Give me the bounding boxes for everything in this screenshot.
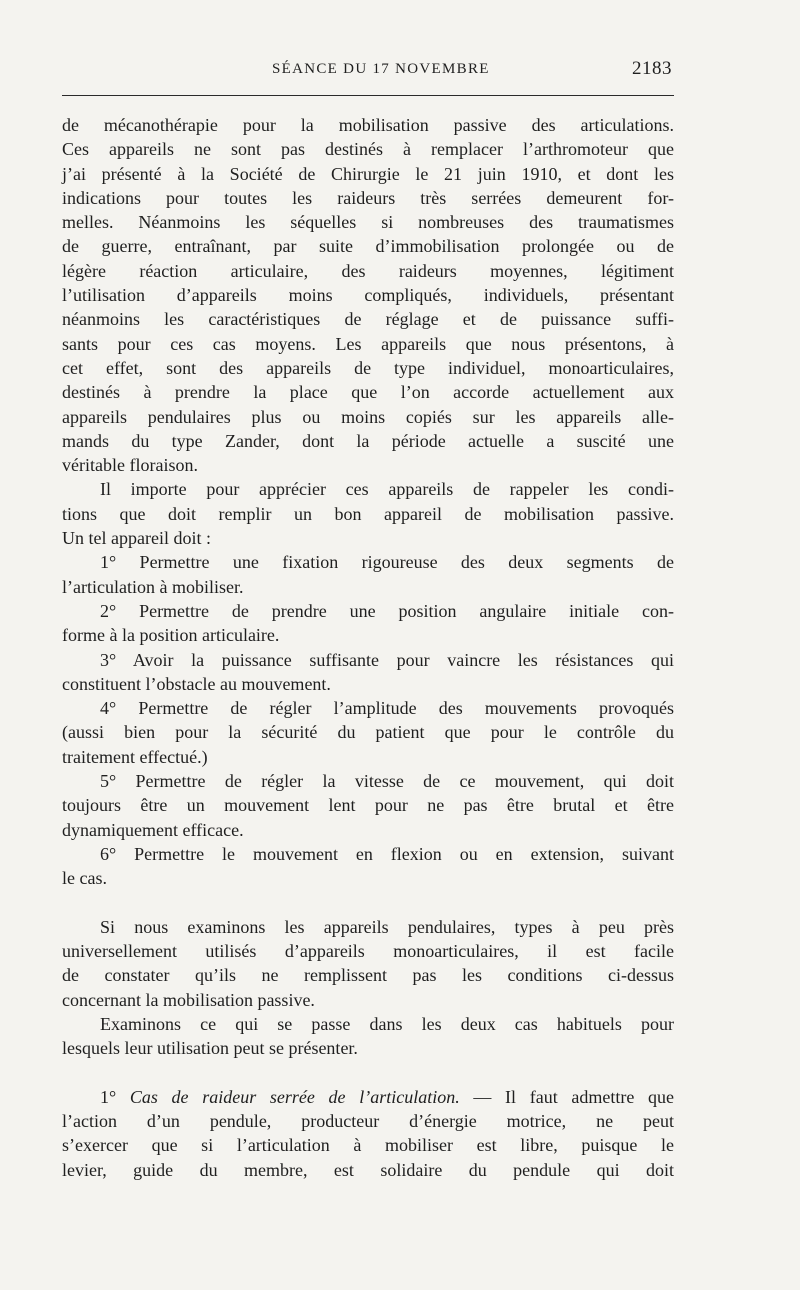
paragraph-gap <box>62 891 674 915</box>
text-line: Si nous examinons les appareils pendulaires, types à peu près <box>100 916 674 937</box>
list-item-line: 5° Permettre de régler la vitesse de ce mouvement, qui doit <box>100 771 674 792</box>
text-line: j’ai présenté à la Société de Chirurgie le 21 juin 1910, et dont les <box>62 163 674 184</box>
text-line: l’action d’un pendule, producteur d’énergie motrice, ne peut <box>62 1111 674 1132</box>
text-line: Ces appareils ne sont pas destinés à remplacer l’arthromoteur que <box>62 139 674 160</box>
text-line: universellement utilisés d’appareils monoarticulaires, il est facile <box>62 941 674 962</box>
list-item-line: 4° Permettre de régler l’amplitude des mouvements provoqués <box>100 698 674 719</box>
text-line: mands du type Zander, dont la période actuelle a suscité une <box>62 430 674 451</box>
text-line: destinés à prendre la place que l’on accorde actuellement aux <box>62 382 674 403</box>
list-item-line: (aussi bien pour la sécurité du patient que pour le contrôle du <box>62 722 674 743</box>
text-line: Un tel appareil doit : <box>62 528 211 549</box>
text-line: de guerre, entraînant, par suite d’immobilisation prolongée ou de <box>62 236 674 257</box>
text-line: légère réaction articulaire, des raideurs moyennes, légitiment <box>62 260 674 281</box>
section-heading-line <box>62 1085 674 1109</box>
list-item-line: le cas. <box>62 868 107 889</box>
running-header <box>62 58 674 84</box>
text-line: s’exercer que si l’articulation à mobiliser est libre, puisque le <box>62 1135 674 1156</box>
text-line: de constater qu’ils ne remplissent pas les conditions ci-dessus <box>62 965 674 986</box>
text-line: melles. Néanmoins les séquelles si nombreuses des traumatismes <box>62 212 674 233</box>
text-line: concernant la mobilisation passive. <box>62 989 315 1010</box>
section-heading: Cas de raideur serrée de l’articulation. <box>129 1086 460 1107</box>
list-item-line: forme à la position articulaire. <box>62 625 280 646</box>
text-line: Il importe pour apprécier ces appareils de rappeler les condi- <box>100 479 674 500</box>
text-line: l’utilisation d’appareils moins compliqués, individuels, présentant <box>62 285 674 306</box>
header-rule <box>62 95 674 96</box>
text-line: Examinons ce qui se passe dans les deux cas habituels pour <box>100 1013 674 1034</box>
text-line: indications pour toutes les raideurs très serrées demeurent for- <box>62 187 674 208</box>
text-line: sants pour ces cas moyens. Les appareils que nous présentons, à <box>62 333 674 354</box>
list-item-line: traitement effectué.) <box>62 746 208 767</box>
text-line: véritable floraison. <box>62 455 198 476</box>
text-line: cet effet, sont des appareils de type individuel, monoarticulaires, <box>62 357 674 378</box>
list-item-line: 2° Permettre de prendre une position angulaire initiale con- <box>100 600 674 621</box>
text-line: levier, guide du membre, est solidaire du pendule qui doit <box>62 1159 674 1180</box>
list-item-line: constituent l’obstacle au mouvement. <box>62 673 331 694</box>
text-line: de mécanothérapie pour la mobilisation passive des articulations. <box>62 115 674 135</box>
list-item-line: dynamiquement efficace. <box>62 819 244 840</box>
body-text <box>62 113 674 1182</box>
section-text: — Il faut admettre que <box>459 1086 674 1107</box>
list-item-line: 6° Permettre le mouvement en flexion ou en extension, suivant <box>100 843 674 864</box>
list-item-line: 1° Permettre une fixation rigoureuse des deux segments de <box>100 552 674 573</box>
page-number: 2183 <box>632 58 672 79</box>
text-line: néanmoins les caractéristiques de réglage et de puissance suffi- <box>62 309 674 330</box>
paragraph-gap <box>62 1061 674 1085</box>
text-line: tions que doit remplir un bon appareil de mobilisation passive. <box>62 503 674 524</box>
section-number: 1° <box>100 1086 130 1107</box>
list-item-line: 3° Avoir la puissance suffisante pour vaincre les résistances qui <box>100 649 674 670</box>
list-item-line: toujours être un mouvement lent pour ne pas être brutal et être <box>62 795 674 816</box>
text-line: lesquels leur utilisation peut se présenter. <box>62 1038 358 1059</box>
running-title: SÉANCE DU 17 NOVEMBRE <box>272 61 490 77</box>
list-item-line: l’articulation à mobiliser. <box>62 576 244 597</box>
text-line: appareils pendulaires plus ou moins copiés sur les appareils alle- <box>62 406 674 427</box>
